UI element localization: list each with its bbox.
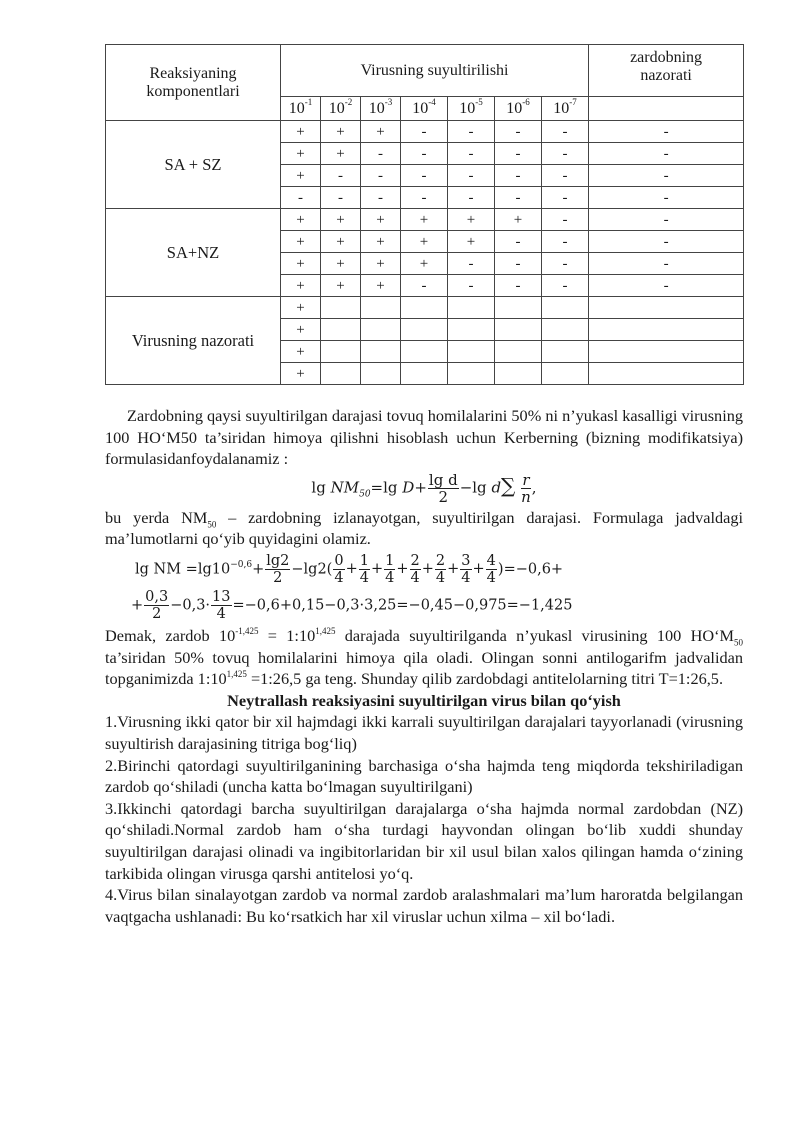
result-cell: -	[448, 275, 495, 297]
result-cell	[448, 319, 495, 341]
result-cell: -	[448, 165, 495, 187]
result-cell	[361, 297, 401, 319]
result-cell: +	[321, 253, 361, 275]
paragraph-intro: Zardobning qaysi suyultirilgan darajasi tovuq homilalarini 50% ni n’yukasl kasalligi virusning 100 HO‘M50 ta’siridan himoya qilishni hisoblash uchun Kerberning (bizning modifikatsiya) formulasidanfoydalanamiz :	[105, 406, 743, 469]
paragraph-where: bu yerda $NM_{50}$ – zardobning izlanayotgan, suyultirilgan darajasi. Formulaga jadvaldagi ma’lumotlarni qo‘yib quyidagini olamiz.	[105, 507, 744, 549]
header-dilution: Virusning suyultirilishi	[281, 45, 589, 97]
result-cell: +	[361, 121, 401, 143]
result-cell: +	[281, 121, 321, 143]
result-cell: -	[448, 143, 495, 165]
result-cell: -	[542, 275, 589, 297]
result-cell: -	[495, 187, 542, 209]
dilution-header-cell: $10^{-2}$	[321, 97, 361, 121]
header-components: Reaksiyaning komponentlari	[106, 45, 281, 121]
result-cell: +	[321, 275, 361, 297]
result-cell: -	[542, 143, 589, 165]
result-cell	[321, 319, 361, 341]
fraction: $\frac{1}{4}$	[385, 552, 395, 586]
result-cell	[448, 297, 495, 319]
result-cell: +	[361, 209, 401, 231]
section-heading: Neytrallash reaksiyasini suyultirilgan virus bilan qo‘yish	[227, 690, 621, 710]
result-cell: +	[281, 319, 321, 341]
list-item: 4.Virus bilan sinalayotgan zardob va normal zardob aralashmalari ma’lum haroratda belgilangan vaqtgacha ushlanadi: Bu ko‘rsatkich har xil viruslar uchun xilma – xil bo‘ladi.	[105, 885, 743, 926]
result-cell	[448, 341, 495, 363]
result-cell	[401, 363, 448, 385]
result-cell: -	[361, 165, 401, 187]
result-cell: -	[495, 143, 542, 165]
serum-control-cell: -	[589, 143, 744, 165]
result-cell	[361, 363, 401, 385]
result-cell	[321, 297, 361, 319]
result-cell: -	[401, 275, 448, 297]
list-item: 3.Ikkinchi qatordagi barcha suyultirilgan darajalarga o‘sha hajmda normal zardobdan (NZ) qo‘shiladi.Normal zardob ham o‘sha turdagi hayvondan olingan bo‘lib xuddi shunday suyultirilgan darajasi olinadi va ingibitorlaridan bir xil usul bilan xalos qilingan hamda o‘zining tarkibida olingan virusga qarshi antitelosi yo‘q.	[105, 798, 743, 883]
table-row	[106, 209, 744, 231]
result-cell: -	[495, 231, 542, 253]
header-serum-control: zardobning nazorati	[589, 45, 744, 97]
dilution-header-cell: $10^{-7}$	[542, 97, 589, 121]
result-cell: -	[542, 187, 589, 209]
result-cell	[542, 297, 589, 319]
result-cell: +	[448, 231, 495, 253]
fraction: $\frac{4}{4}$	[486, 552, 496, 586]
result-cell: +	[495, 209, 542, 231]
result-cell: -	[495, 121, 542, 143]
dilution-header-cell: $10^{-4}$	[401, 97, 448, 121]
serum-control-cell: -	[589, 209, 744, 231]
result-cell	[361, 341, 401, 363]
result-cell: +	[281, 165, 321, 187]
fraction: $\frac{2}{4}$	[410, 552, 420, 586]
result-cell: -	[281, 187, 321, 209]
result-cell: -	[448, 121, 495, 143]
serum-control-cell	[589, 363, 744, 385]
body-text	[105, 405, 743, 927]
result-cell: -	[401, 187, 448, 209]
result-cell: +	[361, 231, 401, 253]
result-cell: +	[361, 275, 401, 297]
result-cell: -	[361, 187, 401, 209]
dilution-header-cell: $10^{-5}$	[448, 97, 495, 121]
result-cell: +	[281, 143, 321, 165]
result-cell: -	[401, 121, 448, 143]
result-cell: -	[542, 165, 589, 187]
kerber-formula: $\lg NM_{50}=\lg$ D+ $\frac{\text{lg d}}{2}$ −lg d∑ $\frac{r}{n}$ ,	[311, 470, 537, 506]
result-cell: -	[542, 121, 589, 143]
result-cell	[321, 341, 361, 363]
group-label: Virusning nazorati	[106, 297, 281, 385]
result-cell: +	[281, 297, 321, 319]
result-cell: -	[361, 143, 401, 165]
dilution-header-cell: $10^{-6}$	[495, 97, 542, 121]
result-cell	[495, 363, 542, 385]
result-cell: +	[281, 363, 321, 385]
result-cell: -	[542, 231, 589, 253]
result-cell: -	[542, 209, 589, 231]
result-cell	[401, 341, 448, 363]
result-cell: -	[495, 165, 542, 187]
result-cell: -	[448, 253, 495, 275]
document-page	[105, 44, 743, 927]
paragraph-conclusion: Demak, zardob $10^{-1,425}$ = $1:10^{1,425}$ darajada suyultirilganda n’yukasl virusining 100 $HO‘M_{50}$ ta’siridan 50% tovuq homilalarini himoya qila oladi. Olingan sonni antilogarifm jadvalidan topganimizda $1:10^{1,425}$ =1:26,5 ga teng. Shunday qilib zardobdagi antitelolarning titri T=1:26,5.	[105, 625, 743, 689]
result-cell: +	[401, 253, 448, 275]
result-cell	[448, 363, 495, 385]
fraction: $\frac{0}{4}$	[334, 552, 344, 586]
result-cell	[321, 363, 361, 385]
result-cell: -	[542, 253, 589, 275]
serum-control-cell: -	[589, 253, 744, 275]
result-cell	[542, 363, 589, 385]
result-cell: +	[401, 209, 448, 231]
result-cell: +	[281, 253, 321, 275]
list-item: 2.Birinchi qatordagi suyultirilganining barchasiga o‘sha hajmda teng miqdorda tekshiriladigan zardob qo‘shiladi (uncha katta bo‘lmagan suyultirilgani)	[105, 755, 743, 797]
result-cell	[401, 319, 448, 341]
result-cell: +	[281, 341, 321, 363]
result-cell: -	[448, 187, 495, 209]
serum-control-cell	[589, 319, 744, 341]
result-cell: -	[495, 275, 542, 297]
fraction: $\frac{1}{4}$	[359, 552, 369, 586]
result-cell: -	[321, 165, 361, 187]
calculation-line-1: lg NM $=\lg 10^{-0,6}+$ $\frac{\lg 2}{2}$ −lg2( $\frac{0}{4}$ + $\frac{1}{4}$ + $\frac{1}{4}$ + $\frac{2}{4}$ + $\frac{2}{4}$ + $\frac{3}{4}$ + $\frac{4}{4}$ )=−0,6+	[135, 552, 564, 586]
result-cell: +	[321, 231, 361, 253]
result-cell	[542, 319, 589, 341]
result-cell: +	[281, 275, 321, 297]
result-cell	[361, 319, 401, 341]
result-cell: -	[495, 253, 542, 275]
result-cell	[495, 341, 542, 363]
group-label: SA + SZ	[106, 121, 281, 209]
result-cell	[495, 297, 542, 319]
result-cell: +	[281, 231, 321, 253]
serum-control-subheader	[589, 97, 744, 121]
result-cell: +	[321, 121, 361, 143]
result-cell: +	[321, 209, 361, 231]
result-cell	[495, 319, 542, 341]
table-row	[106, 297, 744, 319]
serum-control-cell	[589, 341, 744, 363]
list-item: 1.Virusning ikki qator bir xil hajmdagi ikki karrali suyultirilgan darajalari tayyorlanadi (virusning suyultirish darajasining titriga bog‘liq)	[105, 712, 743, 753]
serum-control-cell: -	[589, 187, 744, 209]
fraction: $\frac{3}{4}$	[461, 552, 471, 586]
result-cell	[542, 341, 589, 363]
dilution-header-cell: $10^{-3}$	[361, 97, 401, 121]
calculation-line-2: + $\frac{0,3}{2}$ −0,3· $\frac{13}{4}$ =−0,6+0,15−0,3·3,25=−0,45−0,975=−1,425	[131, 588, 573, 622]
serum-control-cell: -	[589, 121, 744, 143]
result-cell: +	[448, 209, 495, 231]
result-cell: +	[361, 253, 401, 275]
fraction: $\frac{2}{4}$	[435, 552, 446, 586]
serum-control-cell: -	[589, 231, 744, 253]
serum-control-cell: -	[589, 165, 744, 187]
result-cell: -	[321, 187, 361, 209]
serum-control-cell	[589, 297, 744, 319]
result-cell	[401, 297, 448, 319]
table-row	[106, 121, 744, 143]
result-cell: -	[401, 143, 448, 165]
result-cell: +	[281, 209, 321, 231]
dilution-header-cell: $10^{-1}$	[281, 97, 321, 121]
results-table	[105, 44, 744, 385]
result-cell: -	[401, 165, 448, 187]
result-cell: +	[321, 143, 361, 165]
result-cell: +	[401, 231, 448, 253]
group-label: SA+NZ	[106, 209, 281, 297]
serum-control-cell: -	[589, 275, 744, 297]
